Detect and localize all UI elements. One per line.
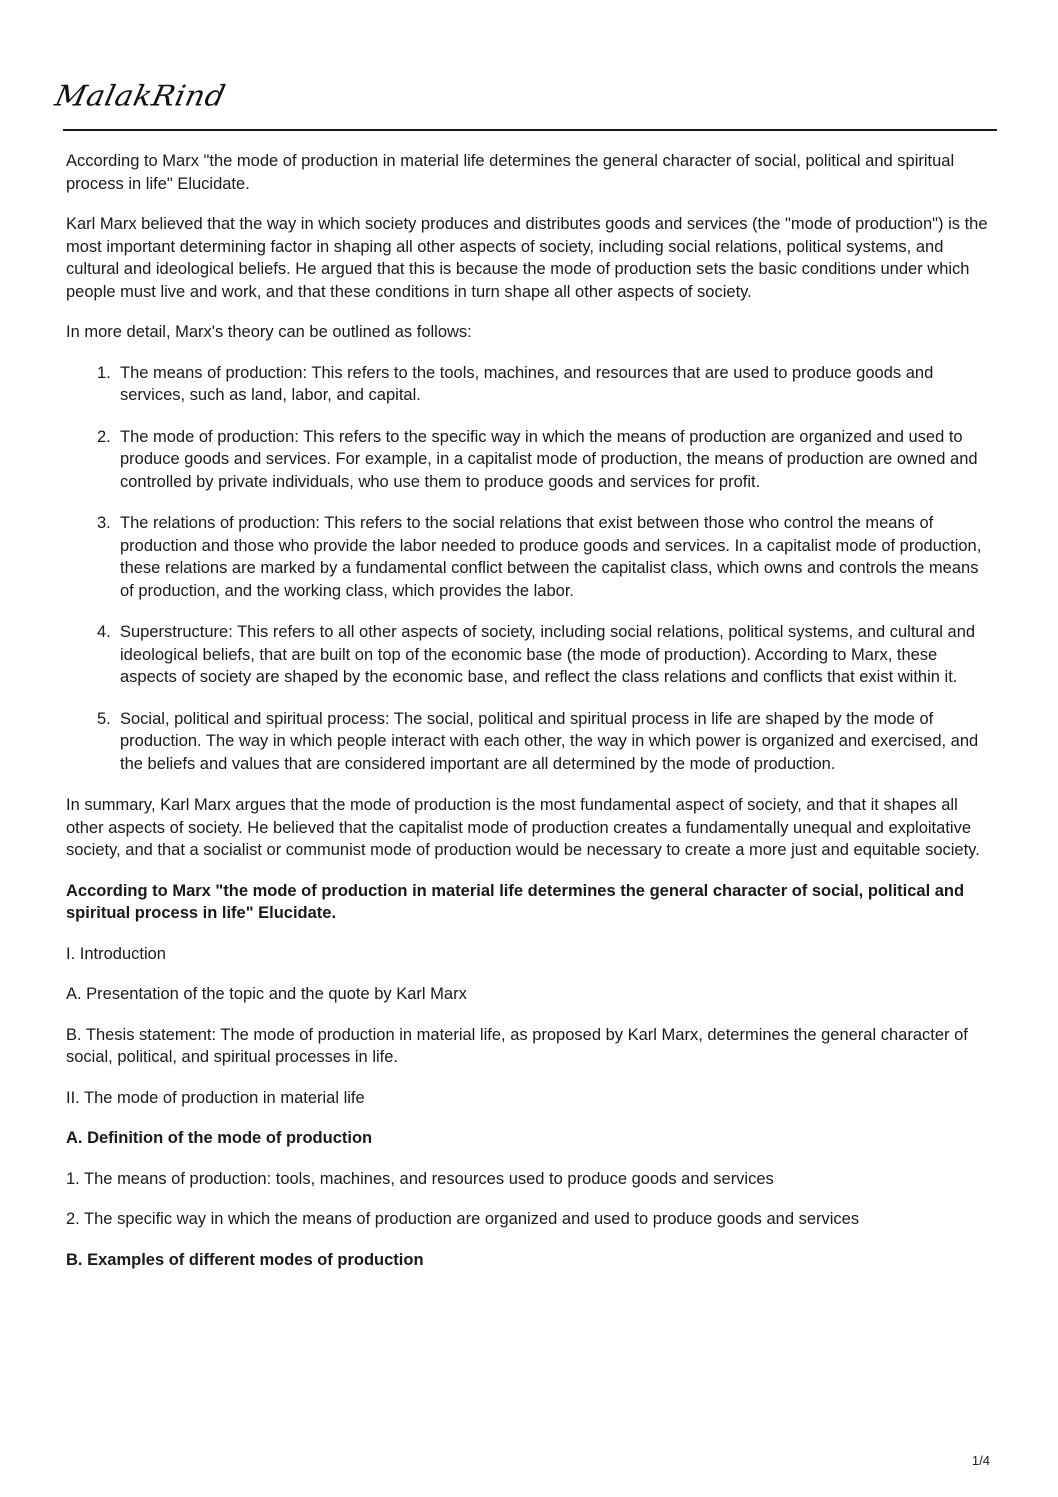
list-number: 2. (97, 427, 111, 446)
list-item (66, 708, 990, 776)
list-item (66, 426, 990, 494)
header (52, 78, 352, 128)
list-number: 5. (97, 709, 111, 728)
list-item-text: The means of production: This refers to the tools, machines, and resources that are used to produce goods and services, such as land, labor, and capital. (120, 363, 934, 404)
list-item-text: Superstructure: This refers to all other aspects of society, including social relations, political systems, and cultural and ideological beliefs, that are built on top of the economic base (the mode of production). According to Marx, these aspects of society are shaped by the economic base, and reflect the class relations and conflicts that exist within it. (120, 623, 976, 686)
list-item (66, 621, 990, 689)
list-number: 3. (97, 514, 111, 532)
bold-question-heading: According to Marx "the mode of production in material life determines the general character of social, political and spiritual process in life" Elucidate. (66, 881, 965, 922)
outline-section-heading: II. The mode of production in material life (66, 1088, 365, 1107)
outline-intro: In more detail, Marx's theory can be outlined as follows: (66, 323, 472, 341)
list-item (66, 362, 990, 407)
list-item-text: Social, political and spiritual process: The social, political and spiritual process in life are shaped by the mode of production. The way in which people interact with each other, the way in which power is organized and exercised, and the beliefs and values that are considered important are all determined by the mode of production. (120, 709, 979, 773)
list-number: 1. (97, 363, 111, 382)
thesis-statement: B. Thesis statement: The mode of production in material life, as proposed by Karl Marx, determines the general character of social, political, and spiritual processes in life. (66, 1025, 968, 1066)
outline-item: 2. The specific way in which the means of production are organized and used to produce goods and services (66, 1210, 860, 1228)
outline-item: 1. The means of production: tools, machines, and resources used to produce goods and services (66, 1169, 774, 1188)
page-number: 1/4 (971, 1453, 990, 1468)
paragraph: Karl Marx believed that the way in which society produces and distributes goods and services (the "mode of production") is the most important determining factor in shaping all other aspects of society, including social relations, political systems, and cultural and ideological beliefs. He argued that this is because the mode of production sets the basic conditions under which people must live and work, and that these conditions in turn shape all other aspects of society. (66, 215, 988, 301)
outline-item: A. Presentation of the topic and the quote by Karl Marx (66, 985, 467, 1003)
summary-paragraph: In summary, Karl Marx argues that the mode of production is the most fundamental aspect of society, and that it shapes all other aspects of society. He believed that the capitalist mode of production creates a fundamentally unequal and exploitative society, and that a socialist or communist mode of production would be necessary to create a more just and equitable society. (66, 796, 980, 859)
outline-subheading: B. Examples of different modes of production (66, 1250, 424, 1269)
outline-section-heading: I. Introduction (66, 944, 166, 963)
document-body (66, 150, 990, 1289)
numbered-list (66, 362, 990, 776)
list-number: 4. (97, 623, 111, 641)
outline-subheading: A. Definition of the mode of production (66, 1129, 373, 1147)
header-divider (63, 129, 997, 131)
list-item-text: The mode of production: This refers to the specific way in which the means of production are organized and used to produce goods and services. For example, in a capitalist mode of production, the means of production are owned and controlled by private individuals, who use them to produce goods and services for profit. (120, 427, 978, 491)
list-item-text: The relations of production: This refers to the social relations that exist between those who control the means of production and those who provide the labor needed to produce goods and services. In a capitalist mode of production, these relations are marked by a fundamental conflict between the capitalist class, which owns and controls the means of production, and the working class, which provides the labor. (120, 514, 982, 600)
author-signature-logo: MalakRind (52, 79, 229, 113)
list-item (66, 512, 990, 602)
question-intro: According to Marx "the mode of production in material life determines the general character of social, political and spiritual process in life" Elucidate. (66, 152, 955, 193)
